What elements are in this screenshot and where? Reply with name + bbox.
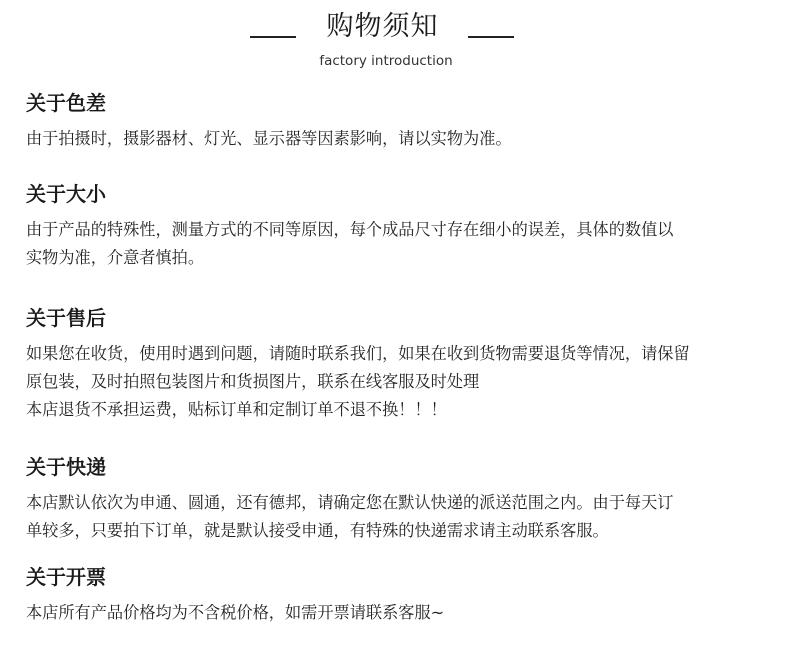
- section-body: [26, 340, 776, 424]
- section-text-line: 单较多，只要拍下订单，就是默认接受申通，有特殊的快递需求请主动联系客服。: [26, 521, 609, 540]
- section-text-line: 由于产品的特殊性，测量方式的不同等原因，每个成品尺寸存在细小的误差，具体的数值以: [26, 220, 674, 239]
- section-invoice: [26, 564, 776, 627]
- section-text-line: 本店所有产品价格均为不含税价格，如需开票请联系客服~: [26, 603, 445, 622]
- section-after-sales: [26, 305, 776, 424]
- section-title: 关于快递: [26, 455, 106, 479]
- page-title: 购物须知: [326, 11, 439, 42]
- section-body: [26, 489, 776, 545]
- section-text-line: 如果您在收货，使用时遇到问题，请随时联系我们，如果在收到货物需要退货等情况，请保留: [26, 344, 690, 363]
- section-title: 关于大小: [26, 182, 106, 206]
- section-express: [26, 454, 776, 545]
- section-text-line: 实物为准，介意者慎拍。: [26, 248, 205, 267]
- section-size: [26, 181, 776, 272]
- section-color-difference: [26, 90, 776, 153]
- header-divider-right: [468, 36, 514, 38]
- section-text-line: 由于拍摄时，摄影器材、灯光、显示器等因素影响，请以实物为准。: [26, 129, 512, 148]
- section-title: 关于售后: [26, 306, 106, 330]
- section-title: 关于色差: [26, 91, 106, 115]
- section-body: [26, 216, 776, 272]
- section-title: 关于开票: [26, 565, 106, 589]
- page-subtitle: factory introduction: [319, 53, 453, 69]
- section-body: [26, 599, 776, 627]
- page-header: [0, 8, 790, 72]
- section-text-line: 本店默认依次为申通、圆通，还有德邦，请确定您在默认快递的派送范围之内。由于每天订: [26, 493, 674, 512]
- section-text-line: 本店退货不承担运费，贴标订单和定制订单不退不换！！！: [26, 400, 447, 419]
- section-body: [26, 125, 776, 153]
- section-text-line: 原包装，及时拍照包装图片和货损图片，联系在线客服及时处理: [26, 372, 480, 391]
